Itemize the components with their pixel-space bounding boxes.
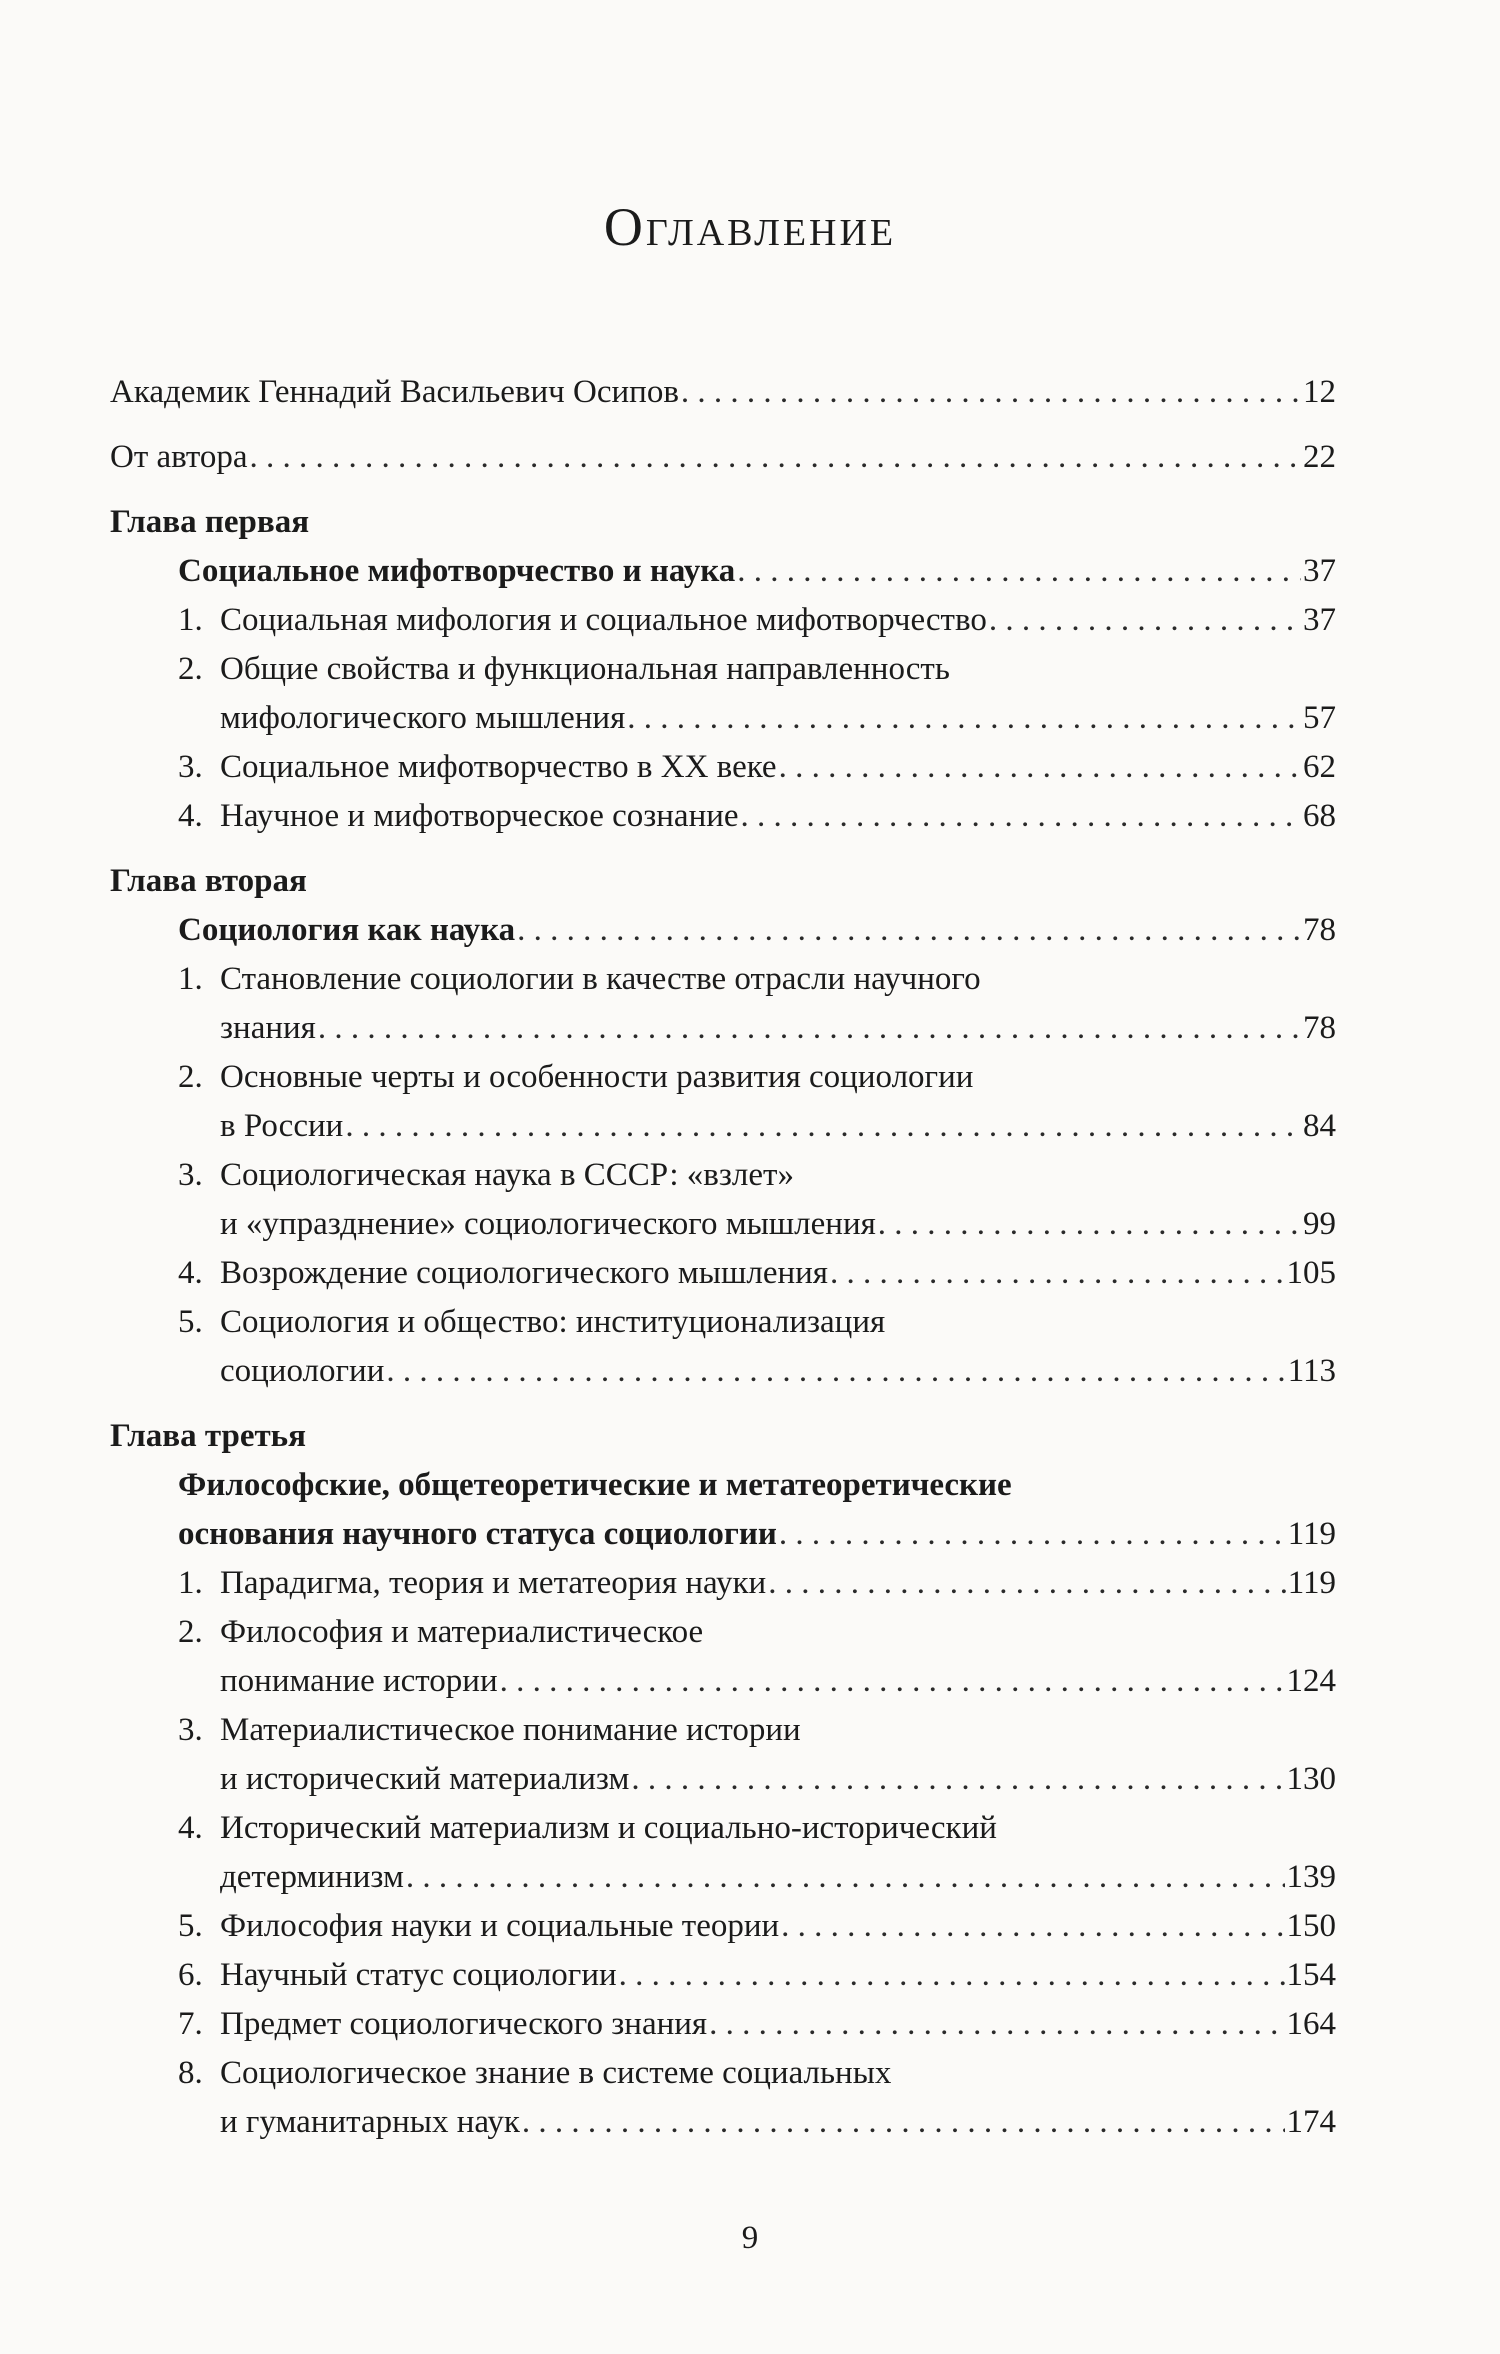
leader-dots — [345, 1102, 1301, 1151]
leader-dots — [737, 547, 1301, 596]
toc-item[interactable] — [110, 1559, 1336, 1608]
chapter-title-text: Социология как наука — [178, 912, 516, 948]
item-page: 164 — [1286, 2006, 1336, 2042]
leader-dots — [522, 2098, 1285, 2147]
toc-item-first-line[interactable] — [110, 1298, 1336, 1347]
item-number: 2. — [178, 1059, 203, 1095]
leader-dots — [500, 1657, 1285, 1706]
leader-dots — [741, 792, 1301, 841]
item-number: 1. — [178, 1565, 203, 1601]
toc-item[interactable] — [110, 1347, 1336, 1396]
item-page: 105 — [1286, 1255, 1336, 1291]
item-number: 5. — [178, 1908, 203, 1944]
item-page: 78 — [1303, 1010, 1336, 1046]
item-text-line1: Общие свойства и функциональная направленность — [220, 651, 950, 687]
item-text-line1: Материалистическое понимание истории — [220, 1712, 801, 1748]
item-text: социологии — [220, 1353, 385, 1389]
toc-entry-text: Академик Геннадий Васильевич Осипов — [110, 374, 679, 410]
item-number: 4. — [178, 1810, 203, 1846]
item-text-line1: Становление социологии в качестве отрасли научного — [220, 961, 981, 997]
item-number: 3. — [178, 1157, 203, 1193]
item-number: 4. — [178, 798, 203, 834]
item-page: 154 — [1286, 1957, 1336, 1993]
item-number: 3. — [178, 1712, 203, 1748]
item-text: Научный статус социологии — [220, 1957, 617, 1993]
item-number: 2. — [178, 651, 203, 687]
item-page: 130 — [1286, 1761, 1336, 1797]
toc-item[interactable] — [110, 1853, 1336, 1902]
toc-item[interactable] — [110, 596, 1336, 645]
toc-item-first-line[interactable] — [110, 1608, 1336, 1657]
chapter-title-first-line[interactable]: Философские, общетеоретические и метатеоретические — [178, 1467, 1012, 1503]
item-text: детерминизм — [220, 1859, 404, 1895]
item-number: 2. — [178, 1614, 203, 1650]
item-text: Возрождение социологического мышления — [220, 1255, 828, 1291]
chapter-label: Глава первая — [110, 504, 310, 540]
leader-dots — [779, 743, 1301, 792]
toc-item[interactable] — [110, 792, 1336, 841]
leader-dots — [768, 1559, 1286, 1608]
toc-item-first-line[interactable] — [110, 1706, 1336, 1755]
item-page: 62 — [1303, 749, 1336, 785]
toc-item[interactable] — [110, 1102, 1336, 1151]
item-text: знания — [220, 1010, 316, 1046]
toc-item[interactable] — [110, 2098, 1336, 2147]
item-page: 150 — [1286, 1908, 1336, 1944]
item-text-line1: Основные черты и особенности развития социологии — [220, 1059, 974, 1095]
toc-item[interactable] — [110, 1249, 1336, 1298]
chapter-title[interactable] — [110, 906, 1336, 955]
item-text: Социальная мифология и социальное мифотворчество — [220, 602, 987, 638]
item-page: 84 — [1303, 1108, 1336, 1144]
item-page: 99 — [1303, 1206, 1336, 1242]
toc-item-first-line[interactable] — [110, 1804, 1336, 1853]
item-text-line1: Философия и материалистическое — [220, 1614, 704, 1650]
toc-item[interactable] — [110, 1951, 1336, 2000]
item-text: понимание истории — [220, 1663, 498, 1699]
item-page: 68 — [1303, 798, 1336, 834]
chapter-title[interactable] — [110, 1510, 1336, 1559]
item-number: 4. — [178, 1255, 203, 1291]
item-number: 1. — [178, 602, 203, 638]
chapter-title-text: Социальное мифотворчество и наука — [178, 553, 736, 589]
toc-item[interactable] — [110, 694, 1336, 743]
toc-item[interactable] — [110, 1657, 1336, 1706]
table-of-contents — [110, 368, 1336, 2147]
item-text: мифологического мышления — [220, 700, 626, 736]
item-page: 124 — [1286, 1663, 1336, 1699]
toc-item-first-line[interactable] — [110, 2049, 1336, 2098]
toc-item[interactable] — [110, 1902, 1336, 1951]
item-text: и «упразднение» социологического мышления — [220, 1206, 876, 1242]
chapter-title-text: основания научного статуса социологии — [178, 1516, 777, 1552]
leader-dots — [878, 1200, 1301, 1249]
item-text: Научное и мифотворческое сознание — [220, 798, 739, 834]
chapter-page: 119 — [1287, 1516, 1336, 1552]
item-text: и гуманитарных наук — [220, 2104, 520, 2140]
item-text: Социальное мифотворчество в XX веке — [220, 749, 777, 785]
item-text: Парадигма, теория и метатеория науки — [220, 1565, 767, 1601]
item-page: 119 — [1287, 1565, 1336, 1601]
leader-dots — [406, 1853, 1285, 1902]
toc-item[interactable] — [110, 2000, 1336, 2049]
toc-entry-page: 12 — [1303, 374, 1336, 410]
chapter-label: Глава вторая — [110, 863, 307, 899]
leader-dots — [386, 1347, 1285, 1396]
toc-item[interactable] — [110, 1004, 1336, 1053]
toc-entry-text: От автора — [110, 439, 248, 475]
item-page: 37 — [1303, 602, 1336, 638]
item-page: 57 — [1303, 700, 1336, 736]
toc-entry[interactable] — [110, 433, 1336, 482]
item-text-line1: Социология и общество: институционализация — [220, 1304, 886, 1340]
chapter-page: 37 — [1303, 553, 1336, 589]
item-text-line1: Социологическое знание в системе социальных — [220, 2055, 892, 2091]
leader-dots — [681, 368, 1301, 417]
toc-entry-page: 22 — [1303, 439, 1336, 475]
leader-dots — [627, 694, 1301, 743]
item-text-line1: Социологическая наука в СССР: «взлет» — [220, 1157, 794, 1193]
page-title: Оглавление — [603, 197, 897, 258]
item-page: 139 — [1286, 1859, 1336, 1895]
toc-item-first-line[interactable] — [110, 645, 1336, 694]
item-number: 3. — [178, 749, 203, 785]
item-number: 5. — [178, 1304, 203, 1340]
leader-dots — [318, 1004, 1301, 1053]
leader-dots — [781, 1902, 1284, 1951]
item-number: 6. — [178, 1957, 203, 1993]
item-text: в России — [220, 1108, 344, 1144]
toc-item[interactable] — [110, 1200, 1336, 1249]
toc-entry[interactable] — [110, 368, 1336, 417]
leader-dots — [779, 1510, 1286, 1559]
item-page: 113 — [1287, 1353, 1336, 1389]
item-page: 174 — [1286, 2104, 1336, 2140]
page-number: 9 — [741, 2220, 759, 2256]
leader-dots — [517, 906, 1301, 955]
toc-item-first-line[interactable] — [110, 955, 1336, 1004]
leader-dots — [989, 596, 1301, 645]
toc-item-first-line[interactable] — [110, 1151, 1336, 1200]
leader-dots — [250, 433, 1301, 482]
leader-dots — [709, 2000, 1284, 2049]
leader-dots — [830, 1249, 1285, 1298]
chapter-title[interactable] — [110, 547, 1336, 596]
chapter-label: Глава третья — [110, 1418, 306, 1454]
item-text: Философия науки и социальные теории — [220, 1908, 780, 1944]
item-number: 7. — [178, 2006, 203, 2042]
toc-item[interactable] — [110, 1755, 1336, 1804]
chapter-page: 78 — [1303, 912, 1336, 948]
leader-dots — [619, 1951, 1285, 2000]
item-number: 8. — [178, 2055, 203, 2091]
toc-item-first-line[interactable] — [110, 1053, 1336, 1102]
leader-dots — [631, 1755, 1284, 1804]
item-text-line1: Исторический материализм и социально-исторический — [220, 1810, 997, 1846]
item-text: Предмет социологического знания — [220, 2006, 708, 2042]
item-text: и исторический материализм — [220, 1761, 630, 1797]
item-number: 1. — [178, 961, 203, 997]
toc-item[interactable] — [110, 743, 1336, 792]
